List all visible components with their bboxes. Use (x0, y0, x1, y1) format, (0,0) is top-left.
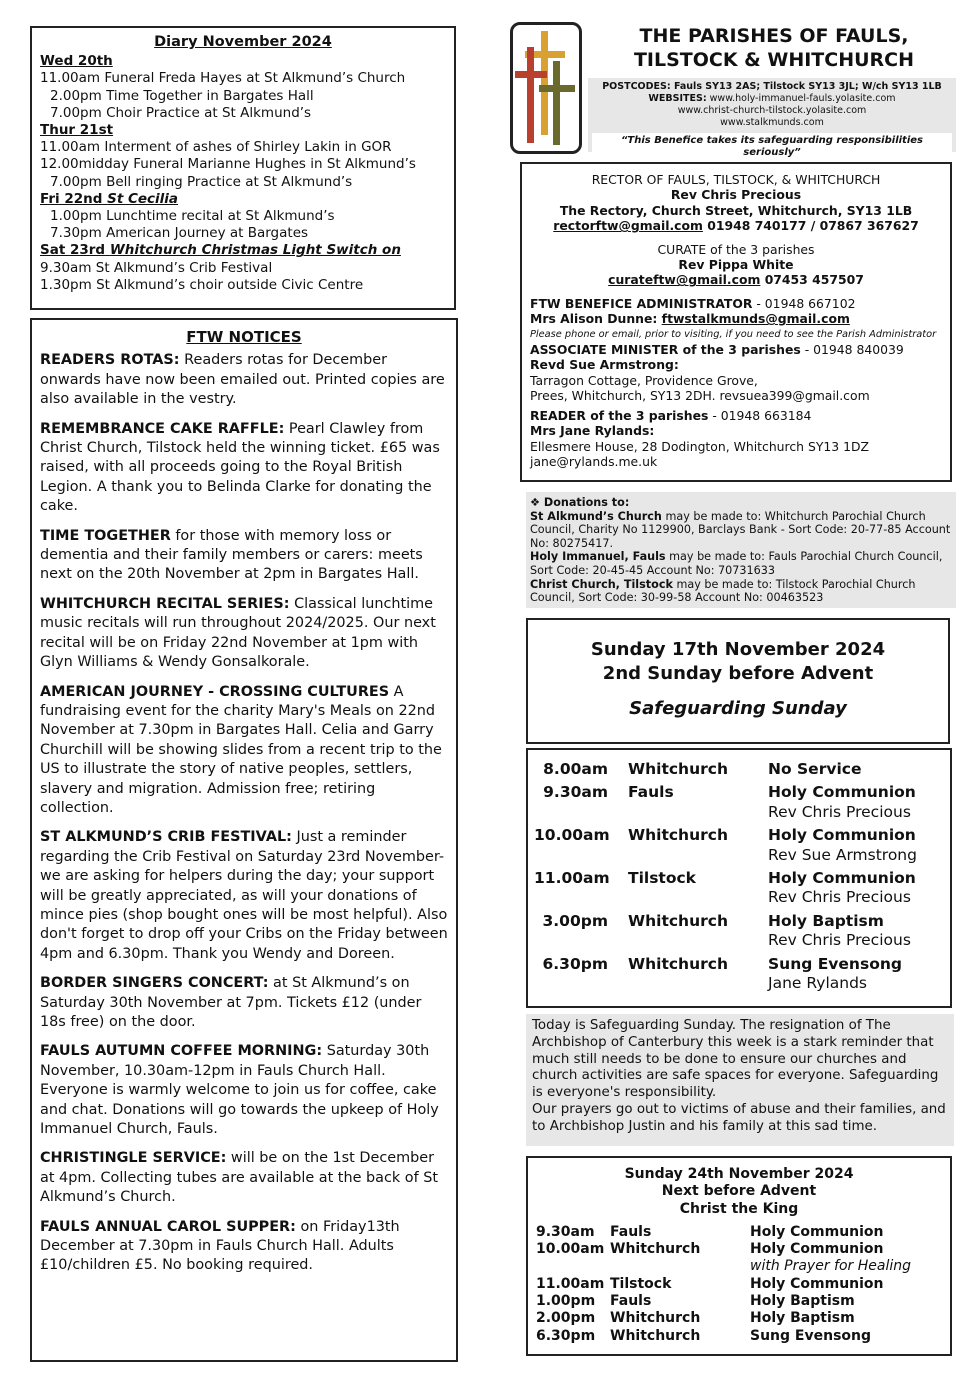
notices-box (30, 318, 458, 1362)
website-link-fauls[interactable]: www.holy-immanuel-fauls.yolasite.com (709, 93, 896, 104)
service-row (534, 826, 944, 865)
notice-item (40, 828, 448, 964)
donation-church: Holy Immanuel, Fauls (530, 550, 666, 564)
diary-event: 11.00am Interment of ashes of Shirley Lakin in GOR (40, 139, 392, 156)
curate-title: CURATE of the 3 parishes (657, 241, 815, 257)
next-service-row (536, 1276, 942, 1293)
next-sunday-date: Sunday 24th November 2024 (624, 1166, 854, 1182)
service-detail (768, 760, 861, 779)
diary-event: 7.00pm Choir Practice at St Alkmund’s (50, 104, 312, 121)
website-link-tilstock[interactable]: www.christ-church-tilstock.yolasite.com (677, 105, 867, 116)
service-row (534, 760, 944, 779)
service-detail (768, 955, 902, 994)
donation-details: may be made to: Tilstock Parochial Church Council, Sort Code: 30-99-58 Account No: 00463523 (530, 577, 916, 605)
next-service-row (536, 1293, 942, 1310)
next-service-row (536, 1224, 942, 1241)
notice-body: A fundraising event for the charity Mary's Meals on 22nd November at 7.30pm in Bargates Hall. Celia and Garry Churchill will be showing slides from a recent trip to the US to illustrate the story of native peoples, settlers, slavery and migration. Admission free; retiring collection. (40, 683, 442, 816)
service-time: 11.00am (534, 869, 610, 888)
next-service-name: Holy Communion (750, 1275, 884, 1292)
service-time: 8.00am (543, 760, 608, 778)
next-service-name: Holy Communion (750, 1241, 884, 1258)
notice-body: on Friday13th December at 7.30pm in Fauls Church Hall. Adults £10/children £5. No booking required. (40, 1218, 400, 1274)
service-leader: Rev Chris Precious (768, 802, 911, 821)
service-place: Whitchurch (628, 826, 728, 845)
assoc-address-1: Tarragon Cottage, Providence Grove, (530, 372, 758, 388)
service-name: Holy Communion (768, 783, 916, 802)
rector-address: The Rectory, Church Street, Whitchurch, SY13 1LB (559, 202, 913, 218)
notice-item (40, 420, 448, 517)
curate-email-link[interactable]: curateftw@gmail.com (608, 272, 761, 288)
donation-item (530, 550, 952, 577)
crosses-logo-icon (510, 22, 582, 154)
notices-title: FTW NOTICES (186, 328, 302, 346)
donations-box (526, 492, 956, 608)
notice-heading: REMEMBRANCE CAKE RAFFLE: (40, 420, 285, 437)
rector-name: Rev Chris Precious (670, 187, 802, 203)
diary-event: 12.00midday Funeral Marianne Hughes in St Alkmund’s (40, 156, 416, 173)
notice-body: Readers rotas for December onwards have now been emailed out. Printed copies are also available in the vestry. (40, 352, 445, 408)
next-sunday-name: Next before Advent (661, 1183, 817, 1200)
next-service-name: Holy Baptism (750, 1310, 855, 1327)
diary-day-heading (40, 242, 446, 259)
parish-title: THE PARISHES OF FAULS, TILSTOCK & WHITCHURCH (633, 25, 915, 71)
notice-body: Pearl Clawley from Christ Church, Tilstock held the winning ticket. £65 was raised, with all proceeds going to the Royal British Legion. A thank you to Belinda Clarke for donating the cake. (40, 420, 440, 515)
admin-name: Mrs Alison Dunne: ftwstalkmunds@gmail.com (530, 311, 850, 327)
next-service-place: Whitchurch (610, 1327, 701, 1344)
next-service-detail (750, 1293, 855, 1310)
admin-title: FTW BENEFICE ADMINISTRATOR - 01948 667102 (530, 295, 856, 311)
curate-contact: curateftw@gmail.com 07453 457507 (608, 272, 864, 288)
diary-day-label: Sat 23rd (40, 242, 106, 259)
notice-body: Just a reminder regarding the Crib Festival on Saturday 23rd November- we are asking for helpers during the day; your support will be greatly appreciated, as will your donations of mince pies (shop bought ones will be most helpful). Also don't forget to drop off your Cribs on the Friday between 4pm and 6.30pm. Thank you Wendy and Doreen. (40, 829, 448, 962)
service-detail (768, 826, 917, 865)
reader-address: Ellesmere House, 28 Dodington, Whitchurch SY13 1DZ (530, 438, 869, 454)
next-service-row (536, 1310, 942, 1327)
diary-day-heading (40, 122, 446, 139)
service-leader: Jane Rylands (768, 974, 867, 993)
admin-email-link[interactable]: ftwstalkmunds@gmail.com (661, 311, 850, 327)
next-service-detail (750, 1310, 855, 1327)
safeguarding-message (526, 1014, 954, 1146)
safeguarding-statement: “This Benefice takes its safeguarding responsibilities seriously” (592, 133, 952, 161)
curate-name: Rev Pippa White (678, 257, 794, 273)
service-place: Whitchurch (628, 911, 728, 930)
service-row (534, 912, 944, 951)
service-time: 6.30pm (542, 954, 608, 973)
service-name: Holy Communion (768, 826, 916, 845)
diary-day-label: Thur 21st (40, 122, 114, 139)
postcodes: POSTCODES: Fauls SY13 2AS; Tilstock SY13 3JL; W/ch SY13 1LB (602, 81, 942, 92)
diary-days (40, 53, 446, 294)
diary-day-heading (40, 191, 446, 208)
notice-body: will be on the 1st December at 4pm. Collecting tubes are available at the back of St Alkmund’s Church. (40, 1150, 438, 1206)
next-sunday-box (526, 1156, 952, 1356)
diary-event: 1.30pm St Alkmund’s choir outside Civic Centre (40, 276, 364, 293)
diary-event: 7.30pm American Journey at Bargates (50, 225, 309, 242)
notice-body: at St Alkmund’s on Saturday 30th November at 7pm. Tickets £12 (under 18s free) on the door. (40, 975, 422, 1030)
diary-day-extra: Whitchurch Christmas Light Switch on (109, 242, 401, 259)
donation-details: may be made to: Whitchurch Parochial Church Council, Charity No 1129900, Barclays Bank - Sort Code: 20-77-85 Account No: 80275417. (530, 509, 951, 550)
next-sunday-feast: Christ the King (679, 1200, 799, 1217)
notice-item (40, 1042, 448, 1139)
notice-item (40, 683, 448, 819)
donations-title: ❖ Donations to: (530, 496, 630, 509)
assoc-title: ASSOCIATE MINISTER of the 3 parishes - 01948 840039 (530, 342, 904, 358)
rector-contact: rectorftw@gmail.com 01948 740177 / 07867 367627 (553, 218, 919, 234)
diary-day-extra: St Cecilia (107, 190, 179, 207)
message-para-1: Today is Safeguarding Sunday. The resignation of The Archbishop of Canterbury this week is a stark reminder that much still needs to be done to ensure our churches and church activities are safe spaces for everyone. Safeguarding is everyone's responsibility. (532, 1018, 939, 1101)
notice-heading: WHITCHURCH RECITAL SERIES: (40, 595, 290, 612)
sunday-date: Sunday 17th November 2024 (590, 639, 886, 660)
notice-heading: READERS ROTAS: (40, 352, 180, 369)
next-service-time: 9.30am (536, 1223, 595, 1240)
notice-body: for those with memory loss or dementia and their family members or carers: meets next on the 20th November at 2pm in Bargates Hall. (40, 527, 423, 583)
next-service-place: Tilstock (610, 1275, 672, 1292)
sunday-box (526, 618, 950, 744)
notice-heading: BORDER SINGERS CONCERT: (40, 975, 269, 992)
next-service-list (536, 1224, 942, 1345)
notice-item (40, 595, 448, 673)
next-service-place: Fauls (610, 1223, 652, 1240)
admin-note: Please phone or email, prior to visiting, if you need to see the Parish Administrator (530, 328, 937, 340)
donation-church: Christ Church, Tilstock (530, 577, 673, 591)
next-service-time: 1.00pm (536, 1293, 596, 1310)
reader-email-link[interactable]: jane@rylands.me.uk (530, 453, 658, 469)
notice-heading: TIME TOGETHER (40, 527, 171, 544)
service-leader: Rev Chris Precious (768, 888, 911, 907)
donation-list (530, 510, 952, 605)
next-service-name: Holy Communion (750, 1223, 884, 1240)
service-detail (768, 912, 911, 951)
assoc-address-2: Prees, Whitchurch, SY13 2DH. revsuea399@gmail.com (530, 388, 870, 404)
next-service-time: 11.00am (536, 1275, 605, 1292)
rector-title: RECTOR OF FAULS, TILSTOCK, & WHITCHURCH (591, 172, 881, 187)
diary-event: 1.00pm Lunchtime recital at St Alkmund’s (50, 208, 335, 225)
notice-heading: FAULS ANNUAL CAROL SUPPER: (40, 1218, 296, 1235)
message-para-2: Our prayers go out to victims of abuse and their families, and to Archbishop Justin and his family at this sad time. (532, 1101, 946, 1134)
diary-event: 2.00pm Time Together in Bargates Hall (50, 87, 314, 104)
next-service-place: Fauls (610, 1293, 652, 1310)
reader-name: Mrs Jane Rylands: (530, 423, 655, 439)
notice-heading: FAULS AUTUMN COFFEE MORNING: (40, 1043, 323, 1060)
service-time: 10.00am (534, 826, 610, 845)
diary-event: 7.00pm Bell ringing Practice at St Alkmund’s (50, 173, 353, 190)
contacts-box (520, 162, 952, 482)
reader-title: READER of the 3 parishes - 01948 663184 (530, 407, 812, 423)
service-detail (768, 869, 916, 908)
notice-item (40, 1149, 448, 1207)
diary-box (30, 26, 456, 310)
service-list (534, 760, 944, 993)
service-name: Holy Baptism (768, 911, 884, 930)
service-place: Fauls (628, 783, 674, 802)
notice-heading: CHRISTINGLE SERVICE: (40, 1150, 227, 1167)
services-box (526, 748, 952, 1008)
notice-body: Classical lunchtime music recitals will run throughout 2024/2025. Our next recital will be on Friday 22nd November at 1pm with Glyn Williams & Wendy Gonsalkorale. (40, 595, 436, 671)
notice-item (40, 974, 448, 1032)
diary-day-label: Fri 22nd (40, 190, 103, 207)
next-service-row (536, 1328, 942, 1345)
next-service-row (536, 1241, 942, 1276)
assoc-name: Revd Sue Armstrong: (530, 357, 679, 373)
service-time: 9.30am (543, 783, 608, 802)
next-service-place: Whitchurch (610, 1241, 701, 1258)
next-service-name: Sung Evensong (750, 1327, 872, 1344)
service-leader: Rev Chris Precious (768, 931, 911, 950)
next-service-detail (750, 1241, 911, 1276)
next-service-detail (750, 1224, 884, 1241)
next-service-place: Whitchurch (610, 1310, 701, 1327)
service-detail (768, 783, 916, 822)
service-place: Whitchurch (628, 760, 728, 778)
next-service-time: 6.30pm (536, 1327, 596, 1344)
diary-day-heading (40, 53, 446, 70)
service-time: 3.00pm (542, 911, 608, 930)
next-service-time: 10.00am (536, 1241, 605, 1258)
service-row (534, 955, 944, 994)
diary-title: Diary November 2024 (154, 34, 332, 50)
service-name: Sung Evensong (768, 954, 902, 973)
notice-item (40, 527, 448, 585)
diary-event: 11.00am Funeral Freda Hayes at St Alkmund’s Church (40, 70, 406, 87)
next-service-detail (750, 1328, 871, 1345)
diary-day-label: Wed 20th (40, 53, 113, 70)
parish-header (510, 22, 955, 156)
parish-info (588, 78, 956, 158)
next-service-time: 2.00pm (536, 1310, 596, 1327)
donation-church: St Alkmund’s Church (530, 509, 662, 523)
next-service-note: with Prayer for Healing (750, 1258, 911, 1275)
sunday-theme: Safeguarding Sunday (629, 698, 847, 719)
donation-item (530, 510, 952, 551)
diary-event: 9.30am St Alkmund’s Crib Festival (40, 259, 273, 276)
notice-item (40, 1218, 448, 1276)
notice-body: Saturday 30th November, 10.30am-12pm in Fauls Church Hall. Everyone is warmly welcome to join us for coffee, cake and chat. Donations will go towards the upkeep of Holy Immanuel Church, Fauls. (40, 1043, 439, 1138)
donation-item (530, 578, 952, 605)
notice-heading: AMERICAN JOURNEY - CROSSING CULTURES (40, 683, 390, 700)
donation-details: may be made to: Fauls Parochial Church Council, Sort Code: 20-45-45 Account No: 70731633 (530, 550, 943, 577)
service-name: Holy Communion (768, 869, 916, 888)
service-leader: Rev Sue Armstrong (768, 845, 917, 864)
notice-heading: ST ALKMUND’S CRIB FESTIVAL: (40, 829, 292, 846)
sunday-name: 2nd Sunday before Advent (602, 663, 874, 684)
service-place: Whitchurch (628, 954, 728, 973)
next-service-detail (750, 1276, 884, 1293)
service-name: No Service (768, 760, 862, 778)
service-row (534, 869, 944, 908)
website-link-stalkmunds[interactable]: www.stalkmunds.com (720, 117, 824, 128)
websites: WEBSITES: www.holy-immanuel-fauls.yolasite.com (648, 93, 896, 104)
service-row (534, 783, 944, 822)
notice-item (40, 351, 448, 409)
notice-list (40, 351, 448, 1275)
next-service-name: Holy Baptism (750, 1293, 855, 1310)
service-place: Tilstock (628, 869, 696, 888)
rector-email-link[interactable]: rectorftw@gmail.com (553, 218, 703, 234)
